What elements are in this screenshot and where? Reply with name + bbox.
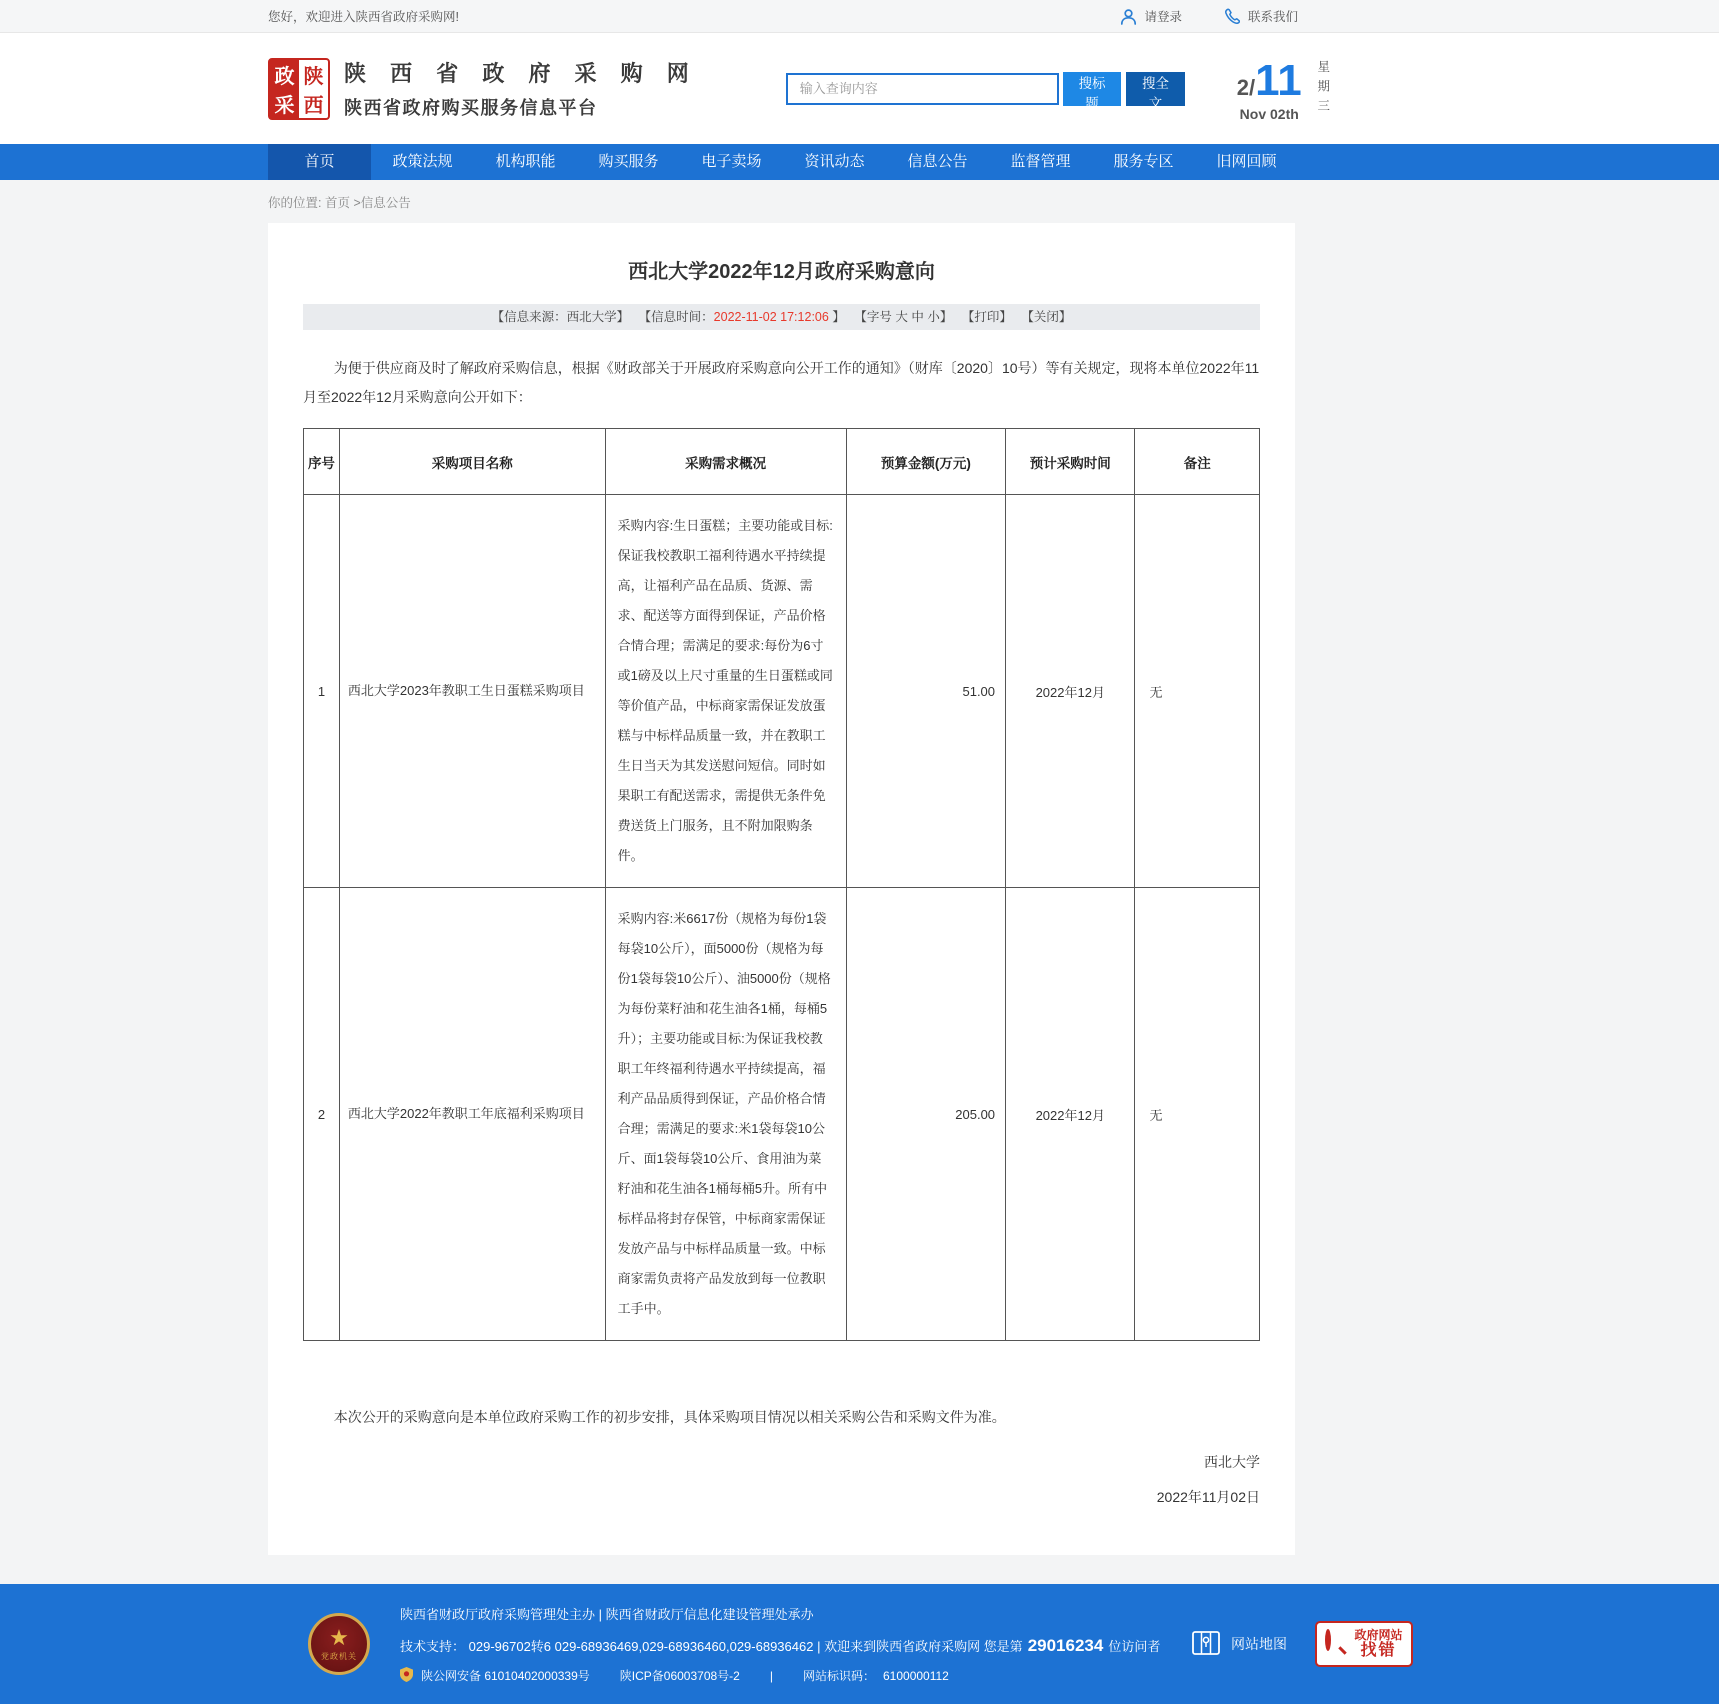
print-button[interactable]: 【打印】 bbox=[961, 310, 1012, 324]
close-button[interactable]: 【关闭】 bbox=[1021, 310, 1072, 324]
table-row bbox=[304, 888, 1260, 1341]
row-time: 2022年12月 bbox=[1006, 495, 1135, 888]
header-note: 备注 bbox=[1135, 429, 1260, 495]
nav-item-home[interactable]: 首页 bbox=[268, 144, 371, 180]
site-code-label: 网站标识码： bbox=[802, 1669, 875, 1683]
site-subtitle: 陕西省政府购买服务信息平台 bbox=[344, 98, 598, 118]
search-input[interactable] bbox=[786, 73, 1059, 105]
article-signature: 西北大学 bbox=[1204, 1454, 1260, 1470]
meta-font-close: 】 bbox=[939, 310, 953, 324]
row-demand: 采购内容:生日蛋糕；主要功能或目标:保证我校教职工福利待遇水平持续提高，让福利产品在品质、货源、需求、配送等方面得到保证，产品价格合情合理；需满足的要求:每份为6寸或1磅及以上尺寸重量的生日蛋糕或同等价值产品，中标商家需保证发放蛋糕与中标样品质量一致，并在教职工生日当天为其发送慰问短信。同时如果职工有配送需求，需提供无条件免费送货上门服务，且不附加限购条件。 bbox=[605, 495, 846, 888]
table-row bbox=[304, 495, 1260, 888]
site-name: 陕 西 省 政 府 采 购 网 bbox=[344, 61, 698, 86]
nav-item-announcements[interactable]: 信息公告 bbox=[907, 153, 968, 170]
site-header bbox=[0, 33, 1719, 144]
footer-registration bbox=[400, 1667, 1191, 1685]
date-day: 11 bbox=[1255, 55, 1302, 105]
row-no: 2 bbox=[304, 888, 340, 1341]
breadcrumb-home-link[interactable]: 首页 bbox=[324, 196, 350, 210]
nav-item-service-zone[interactable]: 服务专区 bbox=[1113, 153, 1174, 170]
meta-time-close: 】 bbox=[832, 310, 845, 324]
search-title-button[interactable]: 搜标题 bbox=[1063, 72, 1122, 106]
nav-item-e-market[interactable]: 电子卖场 bbox=[701, 153, 762, 170]
nav-item-old-site[interactable]: 旧网回顾 bbox=[1216, 153, 1277, 170]
row-demand: 采购内容:米6617份（规格为每份1袋每袋10公斤），面5000份（规格为每份1袋每袋10公斤）、油5000份（规格为每份菜籽油和花生油各1桶，每桶5升）；主要功能或目标:为保证我校教职工年终福利待遇水平持续提高，福利产品品质得到保证，产品价格合情合理；需满足的要求:米1袋每袋10公斤、面1袋每袋10公斤、食用油为菜籽油和花生油各1桶每桶5升。所有中标样品将封存保管，中标商家需保证发放产品与中标样品质量一致。中标商家需负责将产品发放到每一位教职工手中。 bbox=[605, 888, 846, 1341]
row-budget: 51.00 bbox=[846, 495, 1005, 888]
breadcrumb bbox=[268, 180, 1298, 223]
seal-char: 采 bbox=[270, 89, 299, 118]
footer-welcome: | 欢迎来到陕西省政府采购网 您是第 bbox=[817, 1639, 1023, 1654]
map-icon bbox=[1191, 1628, 1221, 1661]
header-demand: 采购需求概况 bbox=[605, 429, 846, 495]
footer-organizer: 陕西省财政厅政府采购管理处主办 | 陕西省财政厅信息化建设管理处承办 bbox=[400, 1606, 814, 1622]
table-header-row bbox=[304, 429, 1260, 495]
site-code-value: 6100000112 bbox=[883, 1668, 949, 1683]
article-title: 西北大学2022年12月政府采购意向 bbox=[628, 261, 935, 283]
police-record-link[interactable]: 陕公网安备 61010402000339号 bbox=[421, 1669, 590, 1683]
footer-tech-support bbox=[400, 1636, 1191, 1656]
tech-support-phones: 029-96702转6 029-68936469,029-68936460,029-68936462 bbox=[468, 1639, 814, 1654]
article-meta-bar bbox=[303, 304, 1260, 330]
row-project-name: 西北大学2022年教职工年底福利采购项目 bbox=[339, 888, 605, 1341]
icp-record-link[interactable]: 陕ICP备06003708号-2 bbox=[619, 1669, 740, 1683]
nav-item-functions[interactable]: 机构职能 bbox=[495, 153, 556, 170]
find-error-line1: 政府网站 bbox=[1354, 1628, 1403, 1642]
breadcrumb-current: 信息公告 bbox=[360, 196, 411, 210]
font-size-small-button[interactable]: 小 bbox=[927, 310, 940, 324]
meta-time-label: 【信息时间： bbox=[638, 310, 714, 324]
breadcrumb-divider: > bbox=[353, 196, 361, 210]
welcome-text: 您好，欢迎进入陕西省政府采购网! bbox=[268, 10, 459, 24]
topbar bbox=[0, 0, 1719, 33]
date-weekday: 星期三 bbox=[1315, 59, 1330, 118]
star-icon: ★ bbox=[329, 1624, 349, 1650]
sitemap-label: 网站地图 bbox=[1231, 1636, 1287, 1652]
row-project-name: 西北大学2023年教职工生日蛋糕采购项目 bbox=[339, 495, 605, 888]
user-icon bbox=[1120, 8, 1137, 25]
row-no: 1 bbox=[304, 495, 340, 888]
header-project-name: 采购项目名称 bbox=[339, 429, 605, 495]
emblem-label: 党政机关 bbox=[321, 1651, 357, 1661]
article-card bbox=[268, 223, 1295, 1555]
phone-icon bbox=[1224, 8, 1241, 25]
nav-item-supervision[interactable]: 监督管理 bbox=[1010, 153, 1071, 170]
font-size-medium-button[interactable]: 中 bbox=[911, 310, 924, 324]
party-government-emblem-icon bbox=[308, 1613, 370, 1675]
tech-support-label: 技术支持： bbox=[400, 1639, 466, 1654]
closing-paragraph: 本次公开的采购意向是本单位政府采购工作的初步安排，具体采购项目情况以相关采购公告和采购文件为准。 bbox=[333, 1409, 1006, 1425]
seal-char: 西 bbox=[299, 89, 328, 118]
date-month: 2 bbox=[1236, 74, 1250, 100]
date-english: Nov 02th bbox=[1239, 105, 1299, 122]
nav-item-policies[interactable]: 政策法规 bbox=[392, 153, 453, 170]
search-fulltext-button[interactable]: 搜全文 bbox=[1126, 72, 1185, 106]
meta-font-label: 【字号 bbox=[854, 310, 892, 324]
footer-pipe: | bbox=[769, 1668, 773, 1683]
meta-source: 【信息来源：西北大学】 bbox=[491, 310, 630, 324]
sitemap-link[interactable] bbox=[1191, 1628, 1287, 1661]
row-budget: 205.00 bbox=[846, 888, 1005, 1341]
header-time: 预计采购时间 bbox=[1006, 429, 1135, 495]
row-note: 无 bbox=[1135, 495, 1260, 888]
header-no: 序号 bbox=[304, 429, 340, 495]
police-shield-icon bbox=[400, 1667, 413, 1685]
row-note: 无 bbox=[1135, 888, 1260, 1341]
login-link[interactable] bbox=[1120, 7, 1182, 25]
contact-link[interactable] bbox=[1224, 7, 1298, 25]
site-footer bbox=[0, 1584, 1719, 1704]
seal-char: 陕 bbox=[299, 60, 328, 89]
nav-item-news[interactable]: 资讯动态 bbox=[804, 153, 865, 170]
login-label: 请登录 bbox=[1144, 10, 1182, 24]
procurement-table bbox=[303, 428, 1260, 1341]
find-error-line2: 找错 bbox=[1360, 1642, 1397, 1659]
site-logo-seal[interactable] bbox=[268, 58, 330, 120]
nav-item-purchase-service[interactable]: 购买服务 bbox=[598, 153, 659, 170]
date-widget bbox=[1237, 56, 1368, 122]
search-bar bbox=[786, 72, 1185, 111]
row-time: 2022年12月 bbox=[1006, 888, 1135, 1341]
article-sign-date: 2022年11月02日 bbox=[1156, 1489, 1260, 1505]
seal-char: 政 bbox=[270, 60, 299, 89]
font-size-large-button[interactable]: 大 bbox=[895, 310, 908, 324]
breadcrumb-label: 你的位置: bbox=[268, 196, 322, 210]
meta-time-value: 2022-11-02 17:12:06 bbox=[713, 310, 829, 324]
main-nav bbox=[0, 144, 1719, 180]
date-slash: / bbox=[1249, 74, 1256, 100]
header-budget: 预算金额(万元) bbox=[846, 429, 1005, 495]
magnifier-icon bbox=[1325, 1632, 1347, 1656]
find-error-badge[interactable] bbox=[1315, 1621, 1413, 1667]
visitor-suffix: 位访问者 bbox=[1108, 1639, 1161, 1654]
visitor-count: 29016234 bbox=[1027, 1635, 1104, 1655]
intro-paragraph: 为便于供应商及时了解政府采购信息，根据《财政部关于开展政府采购意向公开工作的通知》（财库〔2020〕10号）等有关规定，现将本单位2022年11月至2022年12月采购意向公开如下： bbox=[303, 360, 1260, 405]
contact-label: 联系我们 bbox=[1247, 10, 1298, 24]
